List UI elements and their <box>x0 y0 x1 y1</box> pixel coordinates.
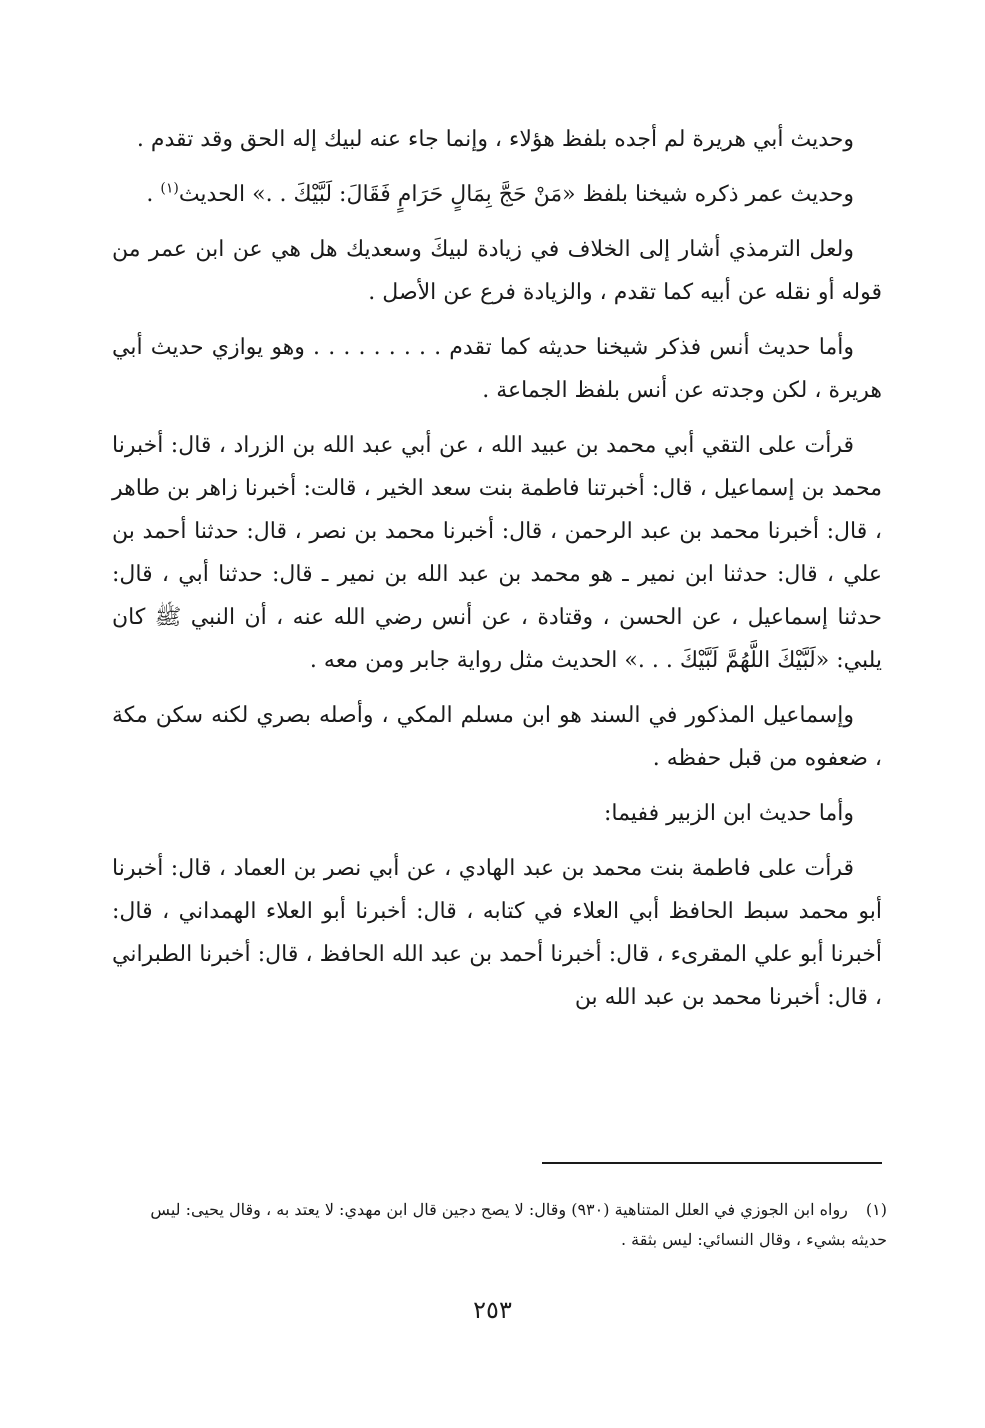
footnote-text: رواه ابن الجوزي في العلل المتناهية (٩٣٠) وقال: لا يصح دجين قال ابن مهدي: لا يعتد به ، وقال يحيى: ليس حديثه بشيء ، وقال النسائي: ليس بثقة . <box>150 1200 887 1249</box>
footnote-reference: (١) <box>160 180 179 197</box>
paragraph-isnad-anas: قرأت على التقي أبي محمد بن عبيد الله ، عن أبي عبد الله بن الزراد ، قال: أخبرنا محمد بن إسماعيل ، قال: أخبرتنا فاطمة بنت سعد الخير ، قالت: أخبرنا زاهر بن طاهر ، قال: أخبرنا محمد بن عبد الرحمن ، قال: أخبرنا محمد بن نصر ، قال: حدثنا أحمد بن علي ، قال: حدثنا ابن نمير ـ هو محمد بن عبد الله بن نمير ـ قال: حدثنا أبي ، قال: حدثنا إسماعيل ، عن الحسن ، وقتادة ، عن أنس رضي الله عنه ، أن النبي ﷺ كان يلبي: «لَبَّيْكَ اللَّهُمَّ لَبَّيْكَ . . .» الحديث مثل رواية جابر ومن معه . <box>112 433 883 673</box>
footnote-divider <box>542 1162 882 1164</box>
page-number: ٢٥٣ <box>473 1296 512 1324</box>
paragraph-umar-text: وحديث عمر ذكره شيخنا بلفظ «مَنْ حَجَّ بِمَالٍ حَرَامٍ فَقَالَ: لَبَّيْكَ . .» الحديث <box>178 182 854 207</box>
paragraph-ibn-zubayr-heading: وأما حديث ابن الزبير ففيما: <box>603 801 854 826</box>
footnote-number: (١) <box>865 1200 887 1219</box>
paragraph-tirmidhi: ولعل الترمذي أشار إلى الخلاف في زيادة لبيكَ وسعديك هل هي عن ابن عمر من قوله أو نقله عن أبيه كما تقدم ، والزيادة فرع عن الأصل . <box>112 237 882 305</box>
paragraph-umar: وحديث عمر ذكره شيخنا بلفظ «مَنْ حَجَّ بِمَالٍ حَرَامٍ فَقَالَ: لَبَّيْكَ . .» الحديث$^{(١)}$ . <box>146 180 854 207</box>
main-text <box>112 118 882 1031</box>
paragraph-ismail: وإسماعيل المذكور في السند هو ابن مسلم المكي ، وأصله بصري لكنه سكن مكة ، ضعفوه من قبل حفظه . <box>112 703 882 771</box>
paragraph-isnad-fatima: قرأت على فاطمة بنت محمد بن عبد الهادي ، عن أبي نصر بن العماد ، قال: أخبرنا أبو محمد سبط الحافظ أبي العلاء في كتابه ، قال: أخبرنا أبو العلاء الهمداني ، قال: أخبرنا أبو علي المقرىء ، قال: أخبرنا أحمد بن عبد الله الحافظ ، قال: أخبرنا الطبراني ، قال: أخبرنا محمد بن عبد الله بن <box>112 856 882 1010</box>
paragraph-abu-hurayra: وحديث أبي هريرة لم أجده بلفظ هؤلاء ، وإنما جاء عنه لبيك إله الحق وقد تقدم . <box>136 127 854 152</box>
paragraph-anas: وأما حديث أنس فذكر شيخنا حديثه كما تقدم . . . . . . . . . وهو يوازي حديث أبي هريرة ، لكن وجدته عن أنس بلفظ الجماعة . <box>112 335 882 403</box>
footnote-item <box>112 1195 887 1255</box>
footnotes <box>112 1195 887 1255</box>
